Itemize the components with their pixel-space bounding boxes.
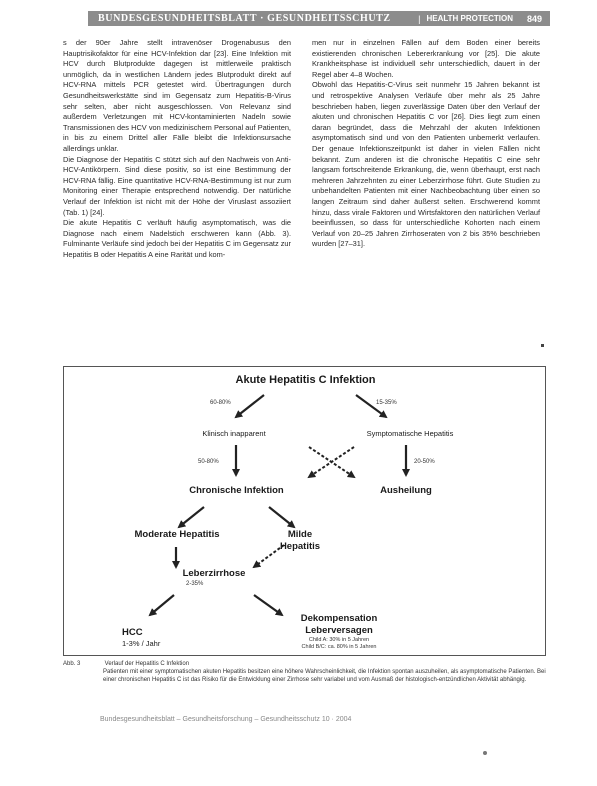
left-column xyxy=(63,38,291,260)
note-child-a: Child A: 30% in 5 Jahren xyxy=(308,637,370,643)
node-mild-hepatitis-line2: Hepatitis xyxy=(279,541,321,552)
node-clinically-inapparent: Klinisch inapparent xyxy=(202,429,266,438)
hepatitis-c-course-diagram xyxy=(63,366,546,656)
pct-cirrhosis: 2-35% xyxy=(186,581,204,587)
right-column xyxy=(312,38,540,250)
page-number: 849 xyxy=(526,13,542,24)
node-chronic-infection: Chronische Infektion xyxy=(189,485,284,496)
page-footer: Bundesgesundheitsblatt – Gesundheitsforschung – Gesundheitsschutz 10 · 2004 xyxy=(100,716,352,723)
node-healing: Ausheilung xyxy=(380,485,432,496)
figure-caption xyxy=(63,660,546,684)
node-symptomatic-hepatitis: Symptomatische Hepatitis xyxy=(366,429,454,438)
node-hcc-rate: 1-3% / Jahr xyxy=(122,639,161,648)
node-mild-hepatitis-line1: Milde xyxy=(287,529,313,540)
arrow-cirrhosis-to-hcc xyxy=(150,595,174,615)
caption-body: Patienten mit einer symptomatischen akuten Hepatitis besitzen eine höhere Wahrscheinlichkeit, die Infektion spontan auszuheilen, als asymptomatische Patienten. Bei einer chronischen Hepatitis C ist das Risiko für die Entwicklung einer Zirrhose sehr variabel und vom Ausmaß der histologisch-entzündlichen Aktivität abhängig. xyxy=(103,669,546,683)
journal-title: BUNDESGESUNDHEITSBLATT · GESUNDHEITSSCHUTZ xyxy=(98,13,391,24)
end-of-text-mark xyxy=(541,344,544,347)
page-dot xyxy=(483,751,487,755)
node-cirrhosis: Leberzirrhose xyxy=(182,568,246,579)
node-moderate-hepatitis: Moderate Hepatitis xyxy=(134,529,220,540)
arrow-chronic-to-mild xyxy=(269,507,294,527)
arrow-to-symptomatic xyxy=(356,395,386,417)
node-hcc: HCC xyxy=(122,627,143,638)
header-separator: | xyxy=(418,13,421,24)
page-header xyxy=(88,11,550,26)
arrow-to-inapparent xyxy=(236,395,264,417)
node-acute-infection: Akute Hepatitis C Infektion xyxy=(235,374,376,386)
section-title: HEALTH PROTECTION xyxy=(426,14,513,23)
pct-symptomatic: 15-35% xyxy=(376,400,397,406)
paragraph: Obwohl das Hepatitis-C-Virus seit nunmehr 15 Jahren bekannt ist und retrospektive Analysen Verläufe über mehr als 25 Jahre beschrieben haben, liegen zuverlässige Daten über den Verlauf der akuten und chronischen Hepatitis C vor [26]. Dies liegt zum einen daran begründet, dass die Mehrzahl der akuten Infektionen asymptomatisch sind und von den Patienten unbemerkt verlaufen. Der genaue Infektionszeitpunkt ist daher in vielen Fällen nicht bekannt. Zum anderen ist die chronische Hepatitis C eine sehr langsam fortschreitende Erkrankung, die, wenn überhaupt, erst nach mehreren Jahrzehnten zu einer Leberzirrhose führt. Gute Studien zu unbehandelten Patienten mit einer Nachbeobachtung über einen so langen Zeitraum sind daher äußerst selten. Erschwerend kommt hinzu, dass virale Faktoren und Wirtsfaktoren den natürlichen Verlauf beeinflussen, so dass für unterschiedliche Kohorten nach einem Verlauf von 20–25 Jahren Zirrhoseraten von 2 bis 35% beschrieben wurden [27–31]. xyxy=(312,80,540,249)
node-decompensation-line1: Dekompensation xyxy=(300,613,378,624)
pct-chronic: 50-80% xyxy=(198,459,219,465)
note-child-bc: Child B/C: ca. 80% in 5 Jahren xyxy=(301,644,377,650)
arrow-cirrhosis-to-decompensation xyxy=(254,595,282,615)
arrow-chronic-to-moderate xyxy=(179,507,204,527)
caption-title: Verlauf der Hepatitis C Infektion xyxy=(104,661,190,667)
pct-inapparent: 60-80% xyxy=(210,400,231,406)
pct-healing: 20-50% xyxy=(414,459,435,465)
paragraph: men nur in einzelnen Fällen auf dem Boden einer bereits existierenden chronischen Lebererkrankung vor [25]. Die akute Krankheitsphase ist individuell sehr unterschiedlich, dauert in der Regel aber 4–8 Wochen. xyxy=(312,38,540,79)
caption-label: Abb. 3 xyxy=(63,661,81,667)
paragraph: Die akute Hepatitis C verläuft häufig asymptomatisch, was die Diagnose nach einem Nadelstich erschweren kann (Abb. 3). Fulminante Verläufe sind jedoch bei der Hepatitis C im Gegensatz zur Hepatitis B oder Hepatitis A eine Rarität und kom- xyxy=(63,218,291,259)
paragraph: Die Diagnose der Hepatitis C stützt sich auf den Nachweis von Anti-HCV-Antikörpern. Sind diese positiv, so ist eine Bestimmung der HCV-RNA fällig. Eine quantitative HCV-RNA-Bestimmung ist nur zum Monitoring einer Therapie entsprechend notwendig. Der natürliche Verlauf der Infektion ist nicht mit der Höhe der Viruslast assoziiert (Tab. 1) [24]. xyxy=(63,154,291,217)
node-decompensation-line2: Leberversagen xyxy=(305,625,373,636)
paragraph: s der 90er Jahre stellt intravenöser Drogenabusus den Hauptrisikofaktor für eine HCV-Infektion dar [23]. Eine Infektion mit HCV durch Blutprodukte dagegen ist mittlerweile praktisch unmöglich, da in westlichen Ländern jedes Blutprodukt direkt auf HCV-RNA mittels PCR getestet wird. Übertragungen durch Gesundheitswerkstätte sind im Gegensatz zum Hepatitis-B-Virus sehr selten, aber nicht ausgeschlossen. Von Relevanz sind außerdem Verletzungen mit HCV-kontaminierten Nadeln sowie Transmissionen des HCV von medizinischem Personal auf Patienten, in bis zu einem Drittel aller Fälle bleibt die Infektionsursache allerdings unklar. xyxy=(63,38,291,153)
